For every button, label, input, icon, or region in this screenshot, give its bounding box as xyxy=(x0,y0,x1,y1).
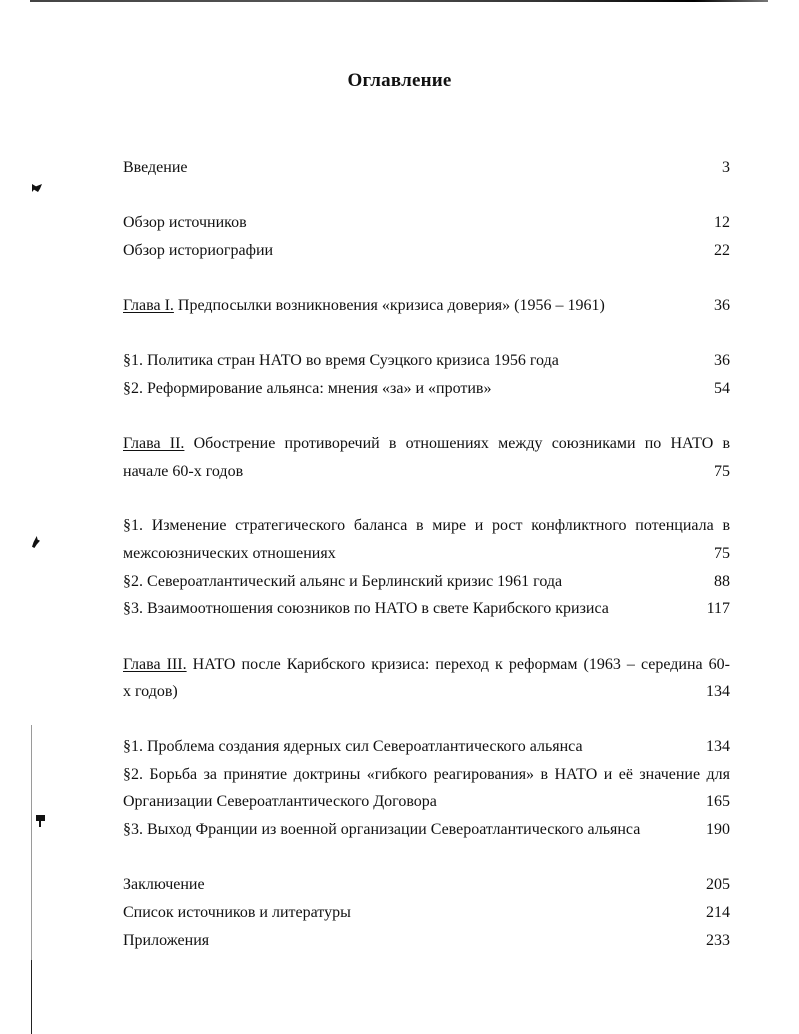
toc-entry-title: §1. Политика стран НАТО во время Суэцкого кризиса 1956 года xyxy=(123,352,559,369)
toc-entry-title: Список источников и литературы xyxy=(123,904,351,921)
scan-artifact-mark xyxy=(39,821,41,827)
page-title: Оглавление xyxy=(347,70,452,91)
toc-entry-title: §2. Реформирование альянса: мнения «за» и «против» xyxy=(123,380,492,397)
toc-entry-title: Обострение противоречий в отношениях между союзниками по НАТО в xyxy=(184,435,731,452)
toc-entry-text xyxy=(123,736,583,758)
page-number: 22 xyxy=(714,242,730,259)
toc-entry-text xyxy=(123,571,562,593)
toc-entry-chapter-2 xyxy=(123,433,730,455)
toc-entry-title: НАТО после Карибского кризиса: переход к реформам (1963 – середина 60- xyxy=(186,656,730,673)
toc-entry-historiography-review xyxy=(123,240,730,262)
toc-entry-text xyxy=(123,654,730,676)
page-number: 134 xyxy=(706,738,730,755)
toc-entry-continuation xyxy=(123,681,730,703)
toc-entry-ch2-s1 xyxy=(123,515,730,537)
page-number: 54 xyxy=(714,380,730,397)
toc-entry-ch2-s3 xyxy=(123,598,730,620)
toc-entry-bibliography xyxy=(123,902,730,924)
toc-entry-text xyxy=(123,240,273,262)
page-number: 36 xyxy=(714,352,730,369)
toc-entry-ch2-s2 xyxy=(123,571,730,593)
scan-left-edge-line-dark xyxy=(31,960,32,1034)
toc-entry-text xyxy=(123,598,609,620)
toc-entry-title: §2. Борьба за принятие доктрины «гибкого реагирования» в НАТО и её значение для xyxy=(123,766,730,783)
toc-entry-ch3-s1 xyxy=(123,736,730,758)
toc-entry-chapter-1 xyxy=(123,295,730,317)
page-number: 3 xyxy=(722,159,730,176)
toc-entry-text xyxy=(123,212,247,234)
scan-top-border xyxy=(30,0,768,2)
toc-entry-intro xyxy=(123,157,730,179)
toc-entry-text xyxy=(123,819,640,841)
page-number: 190 xyxy=(706,821,730,838)
toc-entry-title: Обзор историографии xyxy=(123,242,274,259)
toc-entry-title: Приложения xyxy=(123,932,210,949)
toc-entry-text xyxy=(123,764,730,786)
toc-entry-ch1-s2 xyxy=(123,378,730,400)
toc-entry-text xyxy=(123,433,730,455)
toc-entry-appendices xyxy=(123,930,730,952)
toc-entry-title: §2. Североатлантический альянс и Берлинский кризис 1961 года xyxy=(123,573,563,590)
toc-entry-ch3-s2 xyxy=(123,764,730,786)
toc-entry-chapter-3 xyxy=(123,654,730,676)
chapter-label: Глава I. xyxy=(123,297,174,314)
page-number: 117 xyxy=(706,600,730,617)
page-number: 214 xyxy=(706,904,730,921)
page-number: 205 xyxy=(706,876,730,893)
toc-entry-ch1-s1 xyxy=(123,350,730,372)
toc-entry-text xyxy=(123,930,209,952)
toc-entry-text xyxy=(123,515,730,537)
toc-entry-title: §3. Взаимоотношения союзников по НАТО в свете Карибского кризиса xyxy=(123,600,609,617)
page-number: 75 xyxy=(714,463,730,480)
toc-entry-ch3-s3 xyxy=(123,819,730,841)
toc-entry-continuation xyxy=(123,461,730,483)
toc-entry-title: Введение xyxy=(123,159,188,176)
toc-entry-text xyxy=(123,902,351,924)
toc-entry-title: Обзор источников xyxy=(123,214,247,231)
toc-entry-text xyxy=(123,295,605,317)
page-number: 75 xyxy=(714,545,730,562)
toc-entry-title-continuation: межсоюзнических отношениях xyxy=(123,545,336,562)
page-number: 165 xyxy=(706,793,730,810)
scan-artifact-mark xyxy=(32,184,42,192)
toc-entry-title-continuation: начале 60-х годов xyxy=(123,463,244,480)
toc-entry-continuation xyxy=(123,543,730,565)
toc-entry-title: §1. Изменение стратегического баланса в мире и рост конфликтного потенциала в xyxy=(123,517,730,534)
toc-entry-text xyxy=(123,378,491,400)
page-number: 36 xyxy=(714,297,730,314)
scan-artifact-mark xyxy=(32,536,40,548)
toc-entry-conclusion xyxy=(123,874,730,896)
toc-entry-title: Заключение xyxy=(123,876,205,893)
chapter-label: Глава II. xyxy=(123,435,185,452)
chapter-label: Глава III. xyxy=(123,656,187,673)
toc-entry-title: §1. Проблема создания ядерных сил Североатлантического альянса xyxy=(123,738,583,755)
page-number: 88 xyxy=(714,573,730,590)
toc-entry-text xyxy=(123,874,205,896)
toc-entry-continuation xyxy=(123,791,730,813)
toc-entry-text xyxy=(123,350,559,372)
page-number: 12 xyxy=(714,214,730,231)
toc-entry-title: Предпосылки возникновения «кризиса доверия» (1956 – 1961) xyxy=(173,297,605,314)
page-number: 233 xyxy=(706,932,730,949)
page-number: 134 xyxy=(706,683,730,700)
toc-entry-text xyxy=(123,157,188,179)
toc-entry-title: §3. Выход Франции из военной организации Североатлантического альянса xyxy=(123,821,641,838)
toc-entry-title-continuation: х годов) xyxy=(123,683,178,700)
toc-entry-sources-review xyxy=(123,212,730,234)
toc-entry-title-continuation: Организации Североатлантического Договора xyxy=(123,793,437,810)
